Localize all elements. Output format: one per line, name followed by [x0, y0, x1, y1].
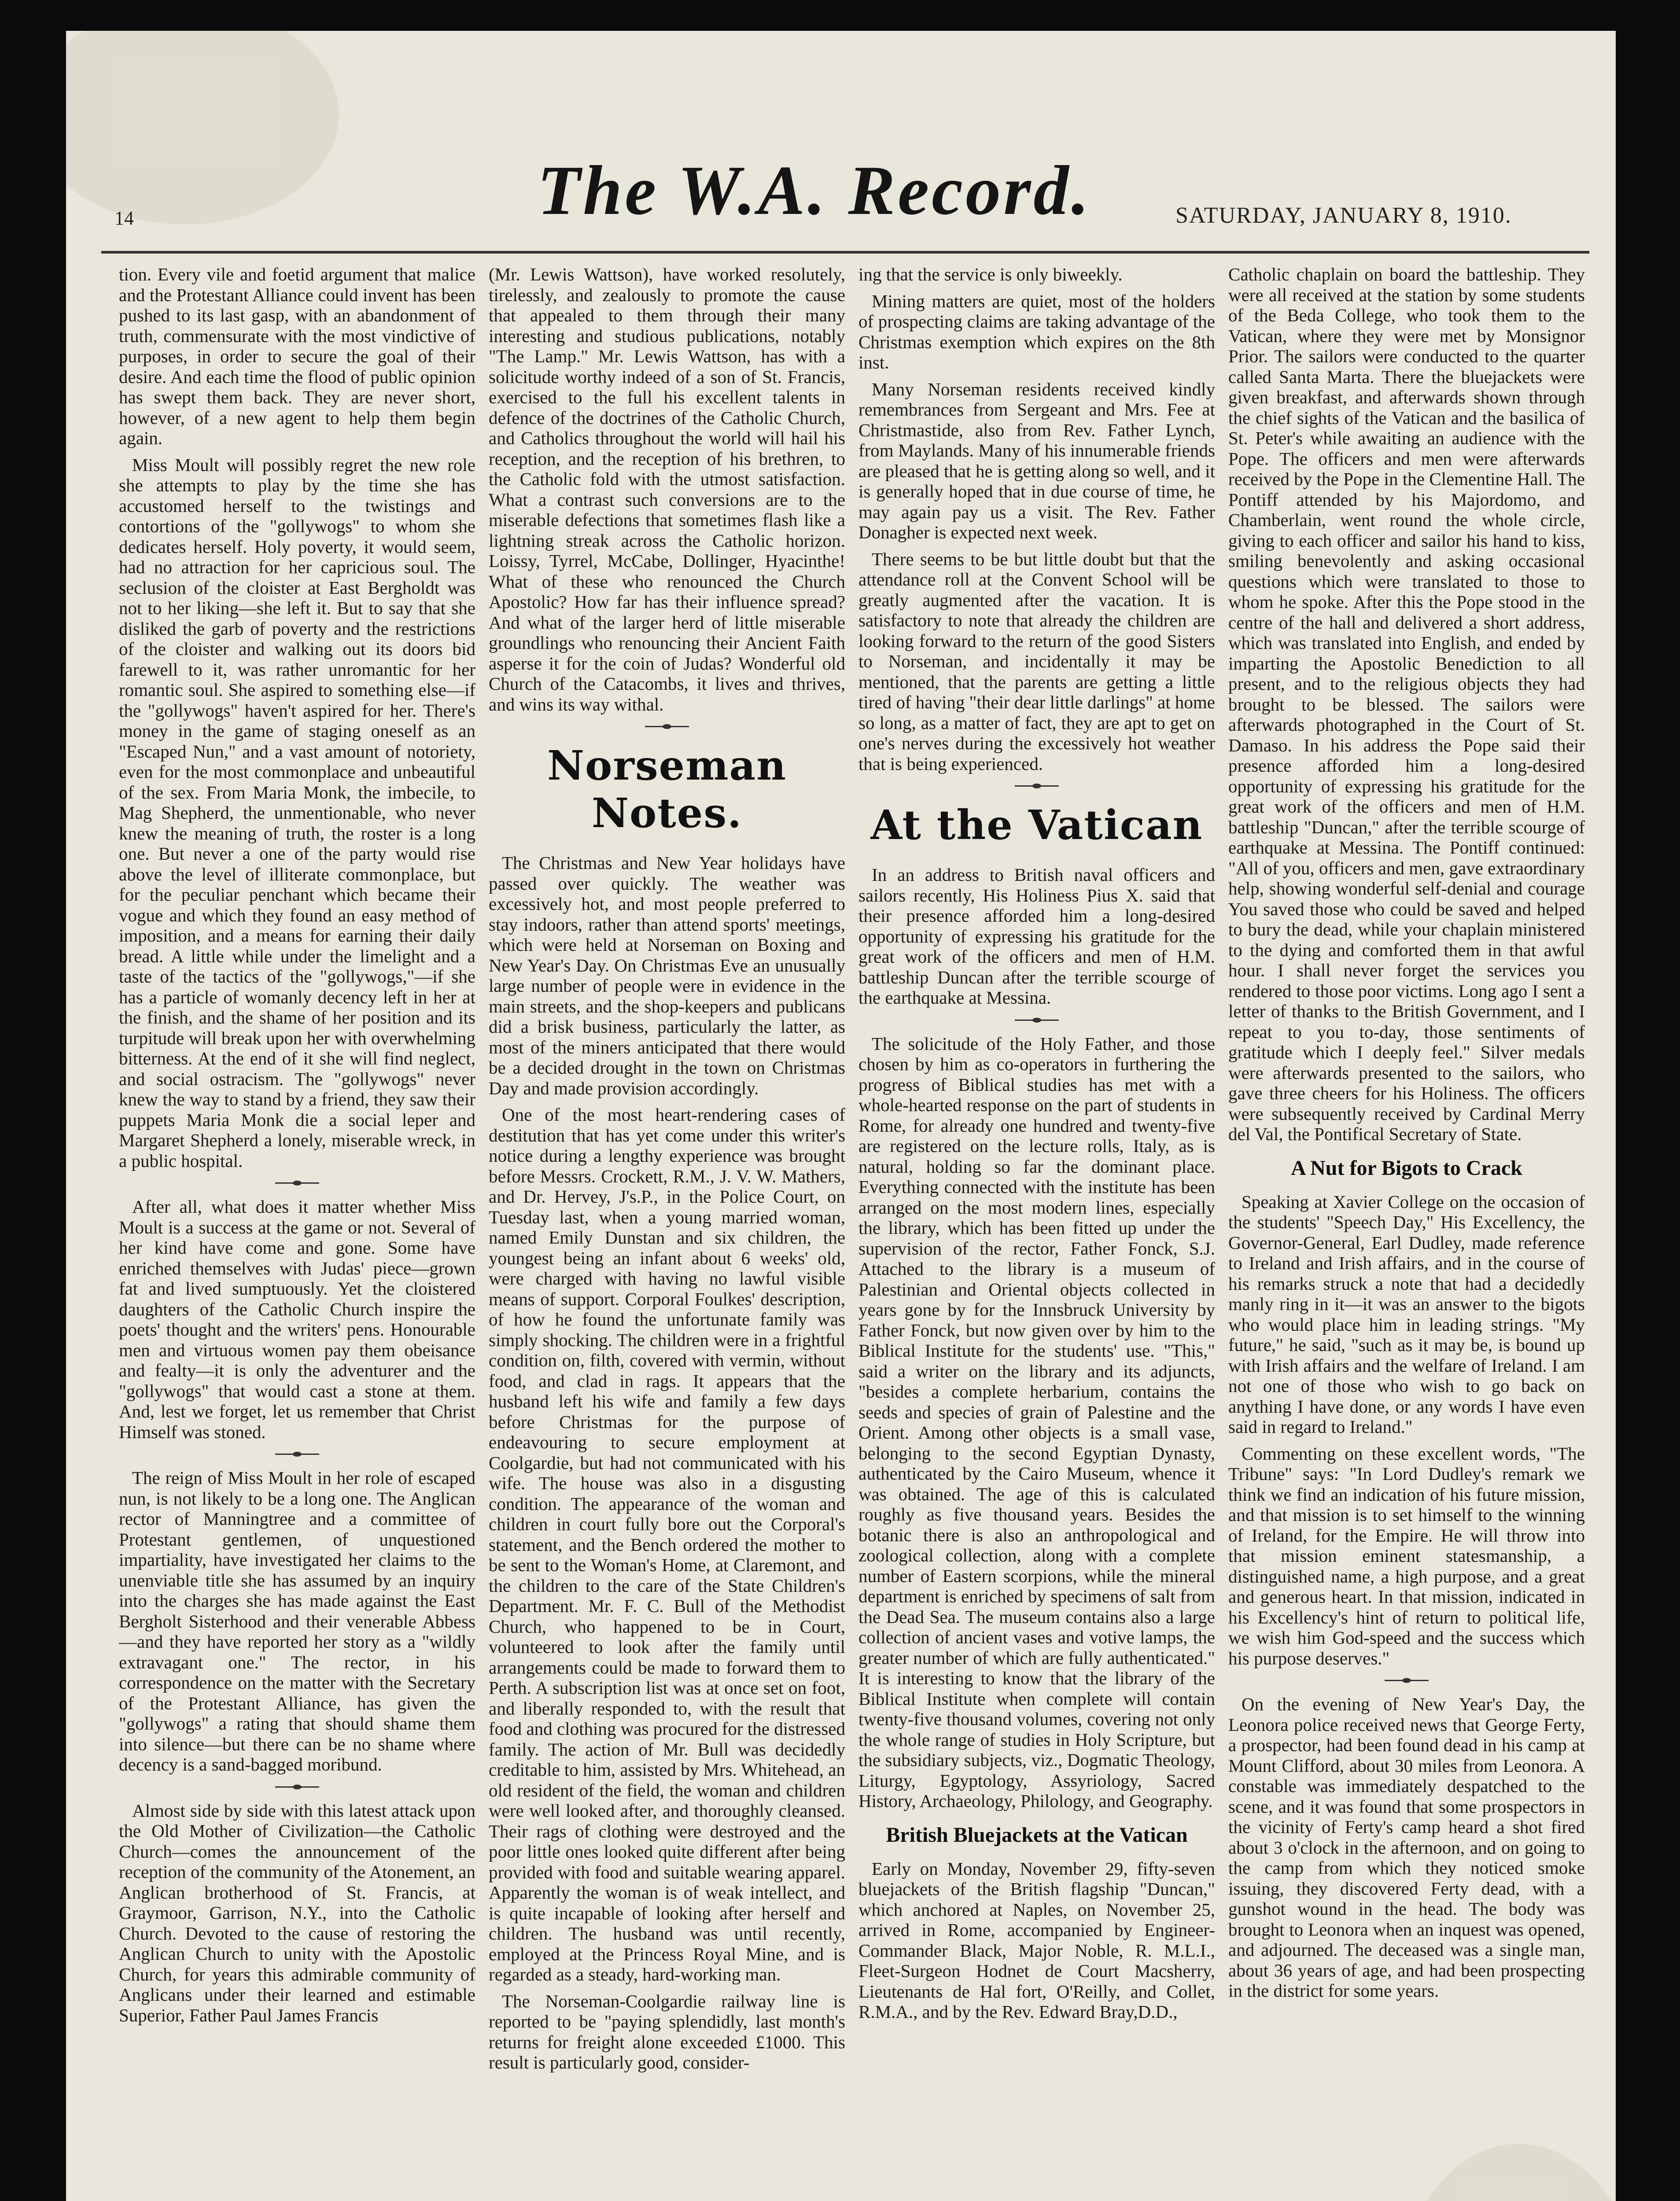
paragraph: The reign of Miss Moult in her role of escaped nun, is not likely to be a long one. The Anglican rector of Manningtree and a committee of Protestant gentlemen, of unquestioned impartiality, have investigated her claims to the unenviable title she has assumed by an inquiry into the charges she has made against the East Bergholt Sisterhood and their venerable Abbess—and they have reported her story as a "wildly extravagant one." The rector, in his correspondence on the matter with the Secretary of the Protestant Alliance, has given the "gollywogs" a rating that should shame them into silence—but there can be no shame where decency is a sand-bagged moribund. — [119, 1468, 475, 1774]
page-number: 14 — [114, 207, 134, 229]
paragraph: The solicitude of the Holy Father, and those chosen by him as co-operators in furthering the progress of Biblical studies has met with a whole-hearted response on the part of students in Rome, for already one hundred and twenty-five are registered on the lecture rolls, Italy, as is natural, holding so far the dominant place. Everything connected with the institute has been arranged on the most modern lines, especially the library, which has been fitted up under the supervision of the rector, Father Fonck, S.J. Attached to the library is a museum of Palestinian and Oriental objects collected in years gone by for the Innsbruck University by Father Fonck, but now given over by him to the Biblical Institute for the students' use. "This," said a writer on the library and its adjuncts, "besides a complete herbarium, contains the seeds and species of grain of Palestine and the Orient. Among other objects is a small vase, belonging to the second Egyptian Dynasty, authenticated by the Cairo Museum, whence it was obtained. The age of this is calculated roughly as five thousand years. Besides the botanic there is also an anthropological and zoological collection, along with a complete number of Eastern scorpions, while the mineral department is enriched by specimens of salt from the Dead Sea. The museum contains also a large collection of ancient vases and votive lamps, the greater number of which are fully authenticated." It is interesting to know that the library of the Biblical Institute when complete will contain twenty-five thousand volumes, covering not only the whole range of studies in Holy Scripture, but the subsidiary subjects, viz., Dogmatic Theology, Liturgy, Egyptology, Assyriology, Sacred History, Archaeology, Philology, and Geography. — [858, 1033, 1215, 1811]
heading-nut-for-bigots: A Nut for Bigots to Crack — [1291, 1156, 1522, 1180]
column-2 — [489, 264, 845, 2201]
section-separator — [275, 1785, 319, 1789]
paragraph: ing that the service is only biweekly. — [858, 264, 1123, 284]
paragraph: Miss Moult will possibly regret the new role she attempts to play by the time she has accustomed herself to the twistings and contortions of the "gollywogs" to whom she dedicates herself. Holy poverty, it would seem, had no attraction for her capricious soul. The seclusion of the cloister at East Bergholdt was not to her liking—she left it. But to say that she disliked the garb of poverty and the restrictions of the cloister and walking out its doors bid farewell to it, was rather unromantic for her romantic soul. She aspired to something else—if the "gollywogs" haven't aspired for her. There's money in the game of staging oneself as an "Escaped Nun," and a vast amount of notoriety, even for the most commonplace and unbeautiful of the sex. From Maria Monk, the imbecile, to Mag Shepherd, the unmentionable, who never knew the meaning of truth, the roster is a long one. But never a one of the party would rise above the level of illiterate commonplace, but for the peculiar penchant which became their vogue and which they found an easy method of imposition, and a means for earning their daily bread. A little while under the limelight and a taste of the tactics of the "gollywogs,"—if she has a particle of womanly decency left in her at the finish, and the shame of her position and its turpitude will break upon her with overwhelming bitterness. At the end of it she will find neglect, and social ostracism. The "gollywogs" never knew the way to stand by a friend, they saw their puppets Maria Monk die a social leper and Margaret Shepherd a lonely, miserable wreck, in a public hospital. — [119, 454, 475, 1171]
column-4 — [1228, 264, 1585, 2201]
paragraph: Speaking at Xavier College on the occasion of the students' "Speech Day," His Excellency, the Governor-General, Earl Dudley, made reference to Ireland and Irish affairs, and in the course of his remarks struck a note that had a decidedly manly ring in it—it was an answer to the bigots who would place him in leading strings. "My future," he said, "such as it may be, is bound up with Irish affairs and the welfare of Ireland. I am not one of those who wish to go back on anything I have done, or any words I have even said in regard to Ireland." — [1228, 1191, 1585, 1437]
heading-british-bluejackets: British Bluejackets at the Vatican — [886, 1823, 1188, 1847]
paragraph: Almost side by side with this latest attack upon the Old Mother of Civilization—the Catholic Church—comes the announcement of the reception of the community of the Atonement, an Anglican brotherhood of St. Francis, at Graymoor, Garrison, N.Y., into the Catholic Church. Devoted to the cause of restoring the Anglican Church to unity with the Apostolic Church, for years this admirable community of Anglicans under their learned and estimable Superior, Father Paul James Francis — [119, 1800, 475, 2025]
paragraph: After all, what does it matter whether Miss Moult is a success at the game or not. Several of her kind have come and gone. Some have enriched themselves with Judas' piece—grown fat and lived sumptuously. Yet the cloistered daughters of the Catholic Church inspire the poets' thought and the writers' pens. Honourable men and virtuous women pay them obeisance and fealty—it is only the adventurer and the "gollywogs" that would cast a stone at them. And, lest we forget, let us remember that Christ Himself was stoned. — [119, 1196, 475, 1442]
paragraph: In an address to British naval officers and sailors recently, His Holiness Pius X. said that their presence afforded him a long-desired opportunity of expressing his gratitude for the great work of the officers and men of H.M. battleship Duncan after the terrible scourge of the earthquake at Messina. — [858, 865, 1215, 1008]
header-rule — [101, 251, 1589, 254]
section-separator — [1015, 784, 1059, 788]
paragraph: Mining matters are quiet, most of the holders of prospecting claims are taking advantage of the Christmas exemption which expires on the 8th inst. — [858, 291, 1215, 372]
columns — [119, 264, 1585, 2201]
newspaper-page — [66, 31, 1616, 2201]
section-separator — [275, 1181, 319, 1185]
paragraph: tion. Every vile and foetid argument that malice and the Protestant Alliance could invent has been pushed to its last gasp, with an abandonment of truth, commensurate with the most vindictive of purposes, in order to secure the goal of their desire. And each time the flood of public opinion has swept them back. They are never short, however, of a new agent to help them begin again. — [119, 264, 475, 448]
paragraph: On the evening of New Year's Day, the Leonora police received news that George Ferty, a prospector, had been found dead in his camp at Mount Clifford, about 30 miles from Leonora. A constable was immediately despatched to the scene, and it was found that some prospectors in the vicinity of Ferty's camp heard a shot fired about 3 o'clock in the afternoon, and on going to the camp from which they noticed smoke issuing, they discovered Ferty dead, with a gunshot wound in the head. The body was brought to Leonora when an inquest was opened, and adjourned. The deceased was a single man, about 36 years of age, and had been prospecting in the district for some years. — [1228, 1694, 1585, 2001]
paragraph: Commenting on these excellent words, "The Tribune" says: "In Lord Dudley's remark we think we find an indication of his future mission, and that mission is to set himself to the winning of Ireland, for the Empire. He will throw into that mission eminent statesmanship, a distinguished name, a high purpose, and a great and generous heart. In that mission, indicated in his Excellency's hint of return to political life, we wish him God-speed and the success which his purpose deserves." — [1228, 1443, 1585, 1668]
section-separator — [1385, 1678, 1429, 1682]
paragraph: Early on Monday, November 29, fifty-seven bluejackets of the British flagship "Duncan," which anchored at Naples, on November 25, arrived in Rome, accompanied by Engineer-Commander Black, Major Noble, R. M.L.I., Fleet-Surgeon Hodnet de Court Macsherry, Lieutenants de Hal fort, O'Reilly, and Collet, R.M.A., and by the Rev. Edward Bray,D.D., — [858, 1858, 1215, 2022]
paragraph: The Christmas and New Year holidays have passed over quickly. The weather was excessively hot, and most people preferred to stay indoors, rather than attend sports' meetings, which were held at Norseman on Boxing and New Year's Day. On Christmas Eve an unusually large number of people were in evidence in the main streets, and the shop-keepers and publicans did a brisk business, particularly the latter, as most of the miners anticipated that there would be a decided drought in the town on Christmas Day and made provision accordingly. — [489, 853, 845, 1098]
paragraph: The Norseman-Coolgardie railway line is reported to be "paying splendidly, last month's returns for freight alone exceeded £1000. This result is particularly good, consider- — [489, 1991, 845, 2072]
heading-at-the-vatican: At the Vatican — [870, 801, 1203, 849]
masthead — [66, 31, 1616, 229]
dateline: SATURDAY, JANUARY 8, 1910. — [1175, 203, 1512, 228]
section-separator — [1015, 1018, 1059, 1022]
newspaper-title: The W.A. Record. — [537, 151, 1092, 229]
section-separator — [645, 724, 689, 729]
section-separator — [275, 1452, 319, 1456]
paragraph: Catholic chaplain on board the battleship. They were all received at the station by some students of the Beda College, who took them to the Vatican, where they were met by Monsignor Prior. The sailors were conducted to the quarter called Santa Marta. There the bluejackets were given breakfast, and afterwards shown through the chief sights of the Vatican and the basilica of St. Peter's while awaiting an audience with the Pope. The officers and men were afterwards received by the Pope in the Clementine Hall. The Pontiff attended by his Majordomo, and Chamberlain, went round the whole circle, giving to each officer and sailor his hand to kiss, smiling benevolently and asking occasional questions which were translated to those to whom he spoke. After this the Pope stood in the centre of the hall and delivered a short address, which was translated into English, and ended by imparting the Apostolic Benediction to all present, and to the religious objects they had brought to be blessed. The sailors were afterwards photographed in the Court of St. Damaso. In his address the Pope said their presence afforded him a long-desired opportunity of expressing his gratitude for the great work of the officers and men of H.M. battleship "Duncan," after the terrible scourge of earthquake at Messina. The Pontiff continued: "All of you, officers and men, gave extraordinary help, showing wonderful self-denial and courage You saved those who could be saved and helped to bury the dead, while your chaplain ministered to the dying and comforted them in that awful hour. I shall never forget the services you rendered to those poor victims. Long ago I sent a letter of thanks to the British Government, and I repeat to you to-day, those sentiments of gratitude which I deeply feel." Silver medals were afterwards presented to the sailors, who gave three cheers for his Holiness. The officers were subsequently received by Cardinal Merry del Val, the Pontifical Secretary of State. — [1228, 264, 1585, 1144]
paragraph: (Mr. Lewis Wattson), have worked resolutely, tirelessly, and zealously to promote the cause that appealed to them through their many interesting and studious publications, notably "The Lamp." Mr. Lewis Wattson, has with a solicitude worthy indeed of a son of St. Francis, exercised to the full his excellent talents in defence of the doctrines of the Catholic Church, and Catholics throughout the world will hail his reception, and the reception of his brethren, to the Catholic fold with the utmost satisfaction. What a contrast such conversions are to the miserable defections that sometimes flash like a lightning streak across the Catholic horizon. Loissy, Tyrrel, McCabe, Dollinger, Hyacinthe! What of these who renounced the Church Apostolic? How far has their influence spread? And what of the larger herd of little miserable groundlings who renouncing their Ancient Faith asperse it for the coin of Judas? Wonderful old Church of the Catacombs, it lives and thrives, and wins its way withal. — [489, 264, 845, 714]
paragraph: There seems to be but little doubt but that the attendance roll at the Convent School will be greatly augmented after the vacation. It is satisfactory to note that already the children are looking forward to the return of the good Sisters to Norseman, and incidentally it may be mentioned, that the parents are getting a little tired of having "their dear little darlings" at home so long, as a matter of fact, they are apt to get on one's nerves during the excessively hot weather that is being experienced. — [858, 548, 1215, 774]
column-3 — [858, 264, 1215, 2201]
heading-norseman-notes: Norseman Notes. — [547, 742, 787, 837]
column-1 — [119, 264, 475, 2201]
paragraph: One of the most heart-rendering cases of destitution that has yet come under this writer's notice during a lengthy experience was brought before Messrs. Crockett, R.M., J. V. W. Mathers, and Dr. Hervey, J's.P., in the Police Court, on Tuesday last, when a young married woman, named Emily Dunstan and six children, the youngest being an infant about 6 weeks' old, were charged with having no lawful visible means of support. Corporal Foulkes' description, of how he found the unfortunate family was simply shocking. The children were in a frightful condition on, filth, covered with vermin, without food, and clad in rags. It appears that the husband left his wife and family a few days before Christmas for the purpose of endeavouring to secure employment at Coolgardie, but had not communicated with his wife. The house was also in a disgusting condition. The appearance of the woman and children in court fully bore out the Corporal's statement, and the Bench ordered the mother to be sent to the Woman's Home, at Claremont, and the children to the care of the State Children's Department. Mr. F. C. Bull of the Methodist Church, who happened to be in Court, volunteered to look after the family until arrangements could be made to forward them to Perth. A subscription list was at once set on foot, and liberally responded to, with the result that food and clothing was procured for the distressed family. The action of Mr. Bull was decidedly creditable to him, assisted by Mrs. Whitehead, an old resident of the field, the woman and children were well looked after, and thoroughly cleansed. Their rags of clothing were destroyed and the poor little ones looked quite different after being provided with food and suitable wearing apparel. Apparently the woman is of weak intellect, and is quite incapable of looking after herself and children. The husband was until recently, employed at the Princess Royal Mine, and is regarded as a steady, hard-working man. — [489, 1104, 845, 1984]
paragraph: Many Norseman residents received kindly remembrances from Sergeant and Mrs. Fee at Christmastide, also from Rev. Father Lynch, from Maylands. Many of his innumerable friends are pleased that he is getting along so well, and it is generally hoped that in due course of time, he may again pay us a visit. The Rev. Father Donagher is expected next week. — [858, 379, 1215, 542]
